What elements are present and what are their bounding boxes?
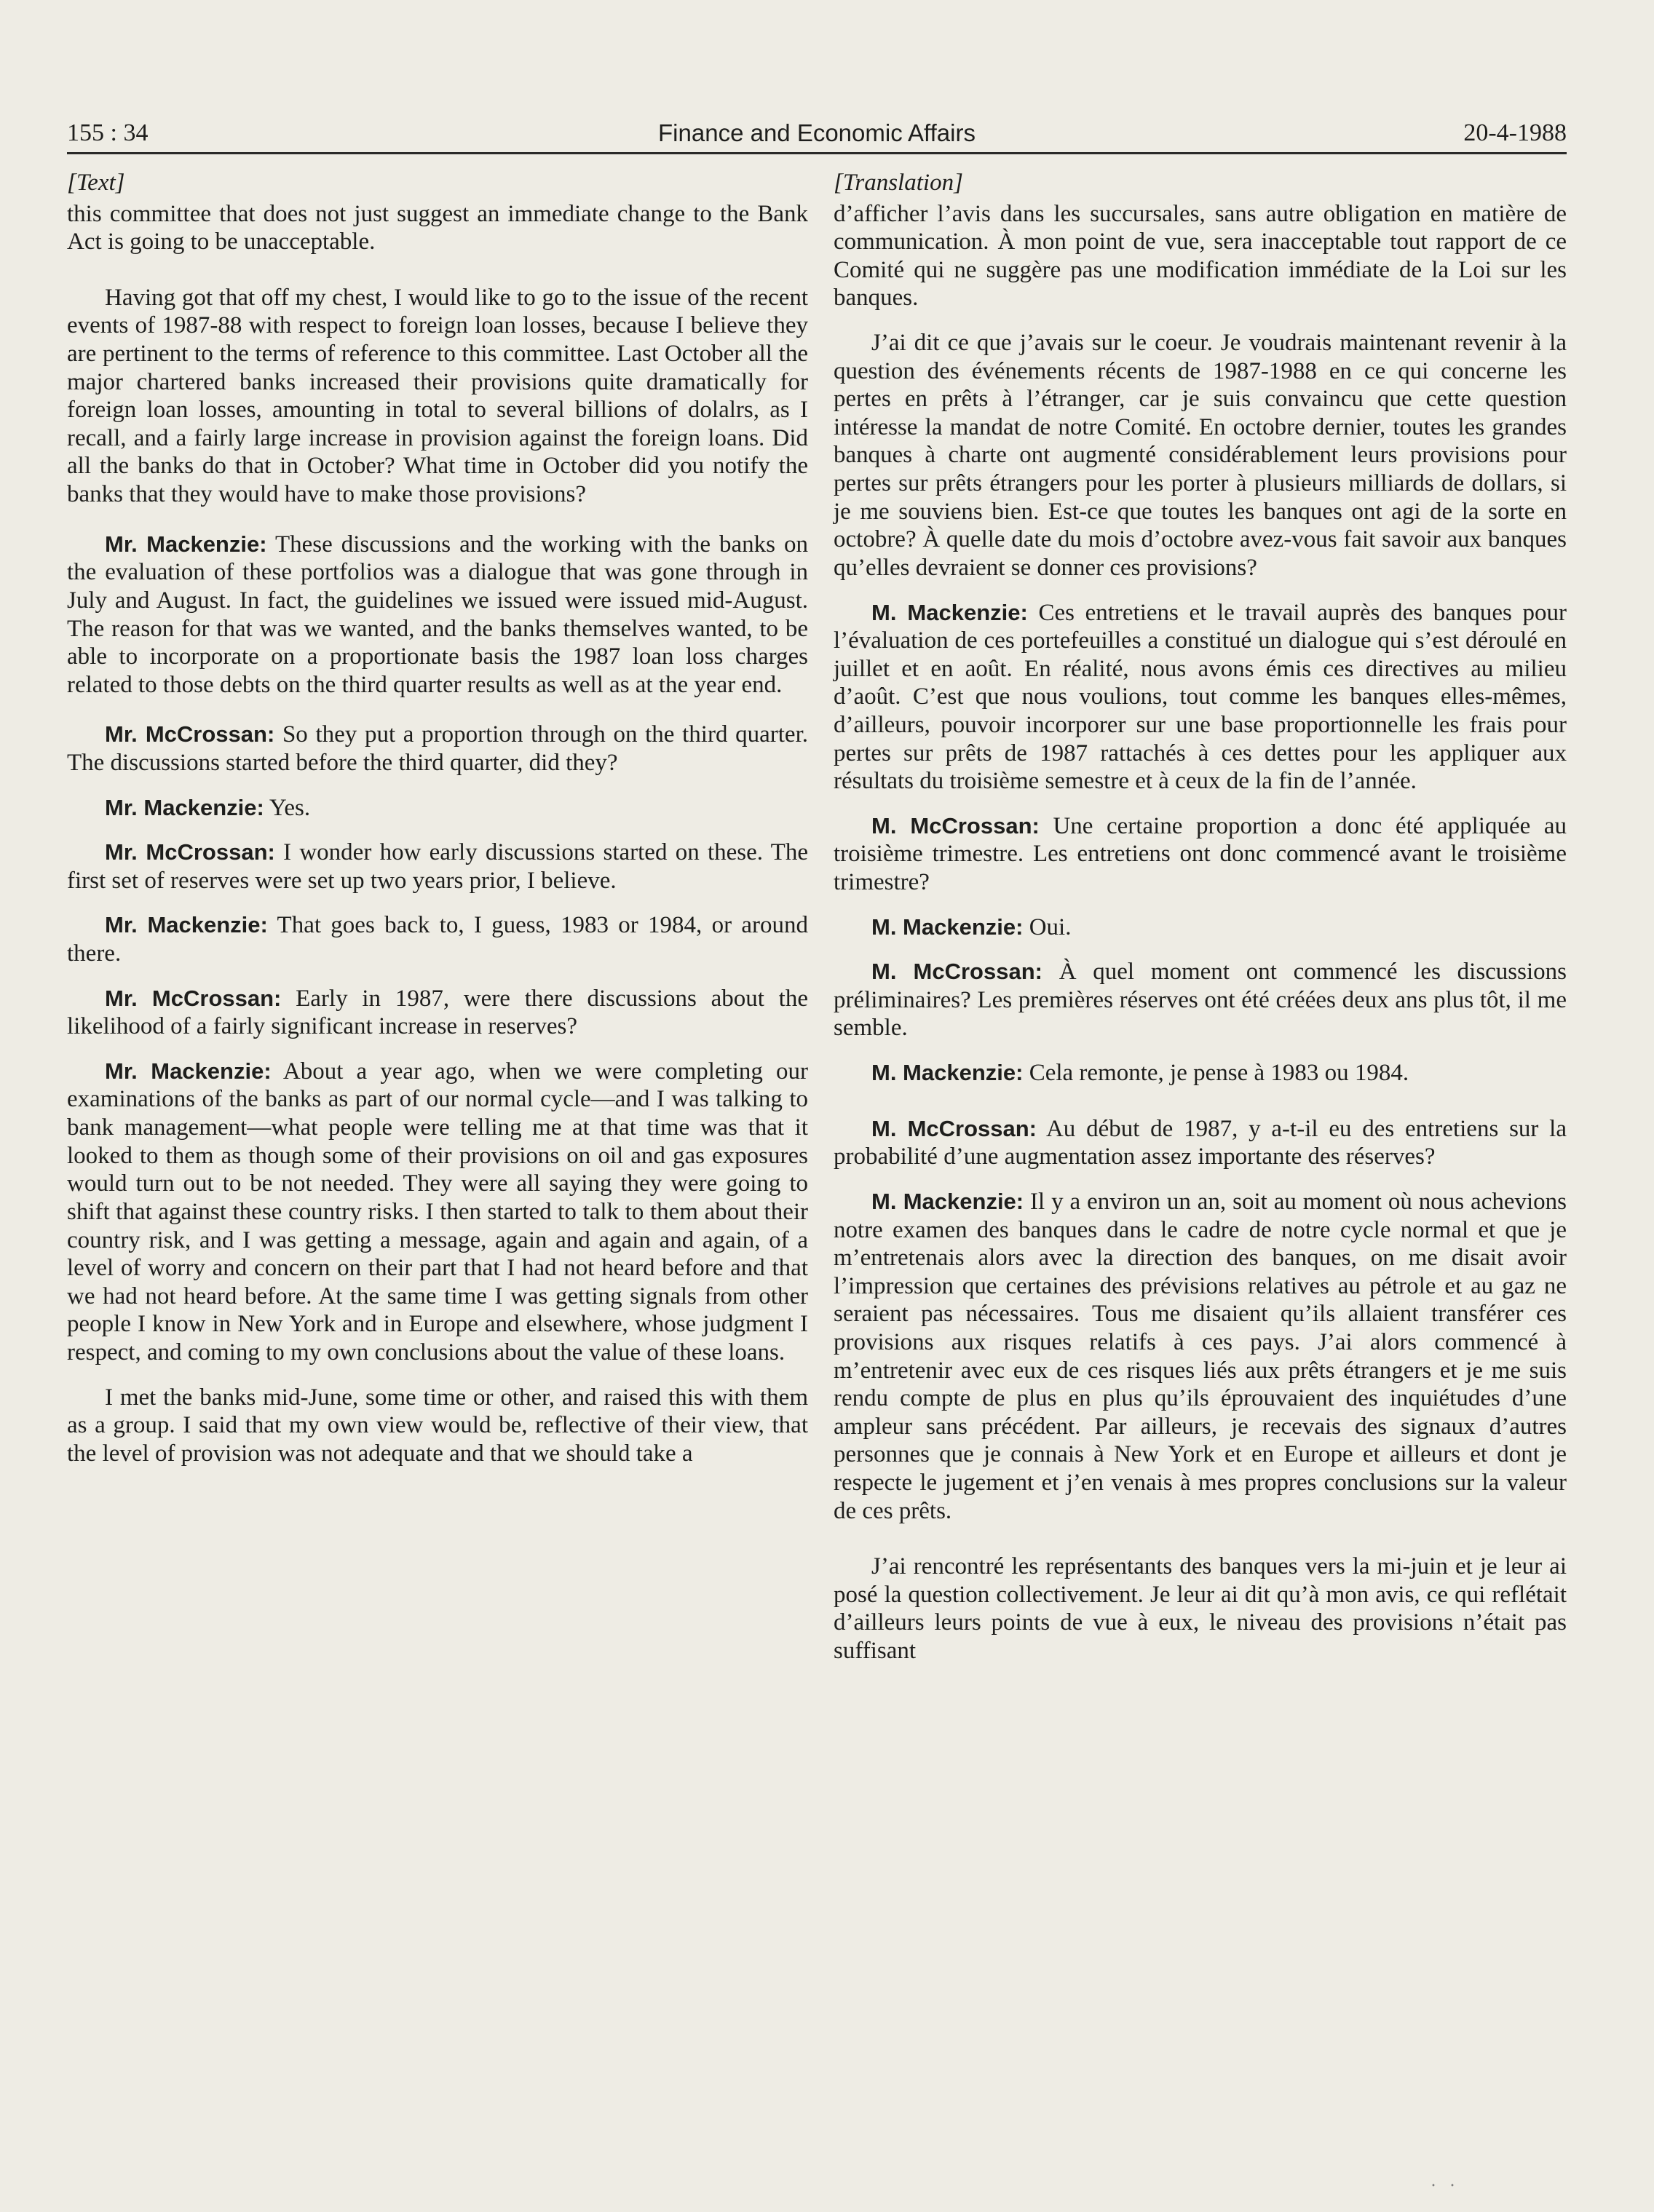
paragraph: [834, 1115, 1567, 1171]
header-rule: [67, 152, 1567, 154]
speaker-name: Mr. McCrossan:: [105, 721, 275, 748]
column-tag: [Translation]: [834, 170, 963, 196]
page-header: [67, 113, 1567, 154]
speech-text: Ces entretiens et le travail auprès des banques pour l’évaluation de ces portefeuilles a constitué un dialogue qui s’est déroulé en juillet et en août. En réalité, nous avons émis ces directives au milieu d’août. C’est que nous voulions, tout comme les banques elles-mêmes, d’ailleurs, pouvoir incorporer sur une base proportionnelle les frais pour pertes sur prêts de 1987 rattachés à ces dettes pour les appliquer aux résultats du troisième semestre et à ceux de la fin de l’année.: [834, 599, 1567, 795]
paragraph: [67, 911, 808, 967]
speech-text: Oui.: [1023, 913, 1072, 940]
paragraph: Having got that off my chest, I would like to go to the issue of the recent events of 1987-88 with respect to foreign loan losses, because I believe they are pertinent to the terms of reference to this committee. Last October all the major chartered banks increased their provisions quite dramatically for foreign loan losses, amounting in total to several billions of dolalrs, as I recall, and a fairly large increase in provision against the foreign loans. Did all the banks do that in October? What time in October did you notify the banks that they would have to make those provisions?: [67, 284, 808, 508]
speech-text: Au début de 1987, y a-t-il eu des entretiens sur la probabilité d’une augmentation assez importante des réserves?: [834, 1115, 1567, 1170]
paragraph: [67, 1058, 808, 1367]
page-date: 20-4-1988: [1463, 119, 1567, 146]
paragraph: [67, 794, 808, 822]
publication-title: Finance and Economic Affairs: [658, 119, 976, 146]
paragraph: [834, 1188, 1567, 1525]
speech-text: These discussions and the working with the banks on the evaluation of these portfolios was a dialogue that was gone through in July and August. In fact, the guidelines we issued were issued mid-August. The reason for that was we wanted, and the banks themselves wanted, to be able to incorporate on a proportionate basis the 1987 loan loss charges related to those debts on the third quarter results as well as at the year end.: [67, 531, 808, 698]
speaker-name: M. McCrossan:: [871, 812, 1040, 839]
speaker-name: Mr. Mackenzie:: [105, 794, 264, 820]
speech-text: About a year ago, when we were completing our examinations of the banks as part of our normal cycle—and I was talking to bank management—what people were telling me at that time was that it looked to them as though some of their provisions on oil and gas exposures would turn out to be not needed. They were all saying they were going to shift that against these country risks. I then started to talk to them about their country risk, and I was getting a message, again and again and again, of a level of worry and concern on their part that I had not heard before and that we had not heard before. At the same time I was getting signals from other people I know in New York and in Europe and elsewhere, whose judgment I respect, and coming to my own conclusions about the value of these loans.: [67, 1058, 808, 1365]
paragraph: [834, 1059, 1567, 1087]
paragraph: I met the banks mid-June, some time or other, and raised this with them as a group. I said that my own view would be, reflective of their view, that the level of provision was not adequate and that we should take a: [67, 1384, 808, 1467]
speaker-name: Mr. Mackenzie:: [105, 1058, 272, 1084]
speaker-name: Mr. Mackenzie:: [105, 912, 268, 938]
page-reference: 155 : 34: [67, 119, 149, 146]
paragraph: [834, 958, 1567, 1042]
speaker-name: M. McCrossan:: [871, 1115, 1037, 1141]
paragraph: J’ai rencontré les représentants des banques vers la mi-juin et je leur ai posé la question collectivement. Je leur ai dit qu’à mon avis, ce qui reflétait d’ailleurs leurs points de vue à eux, le niveau des provisions n’était pas suffisant: [834, 1553, 1567, 1665]
paragraph: [67, 721, 808, 777]
speaker-name: M. Mackenzie:: [871, 1188, 1024, 1214]
column-tag: [Text]: [67, 170, 125, 196]
scan-mark: · ·: [1431, 2176, 1460, 2195]
english-column: [67, 169, 808, 1484]
speaker-name: M. Mackenzie:: [871, 599, 1028, 625]
paragraph: [67, 839, 808, 895]
speech-text: So they put a proportion through on the third quarter. The discussions started before the third quarter, did they?: [67, 721, 808, 776]
speech-text: Il y a environ un an, soit au moment où nous achevions notre examen des banques dans le cadre de notre cycle normal et que je m’entretenais alors avec la direction des banques, on me disait avoir l’impression que certaines des prévisions relatives au pétrole et au gaz ne seraient pas nécessaires. Tous me disaient qu’ils allaient transférer ces provisions aux risques relatifs à ces pays. J’ai alors commencé à m’entretenir avec eux de ces risques liés aux prêts étrangers et je me suis rendu compte de plus en plus qu’ils éprouvaient des inquiétudes d’une ampleur sans précédent. Par ailleurs, je recevais des signaux d’autres personnes que je connais à New York et en Europe et ailleurs et dont je respecte le jugement et j’en venais à mes propres conclusions sur la valeur de ces prêts.: [834, 1188, 1567, 1524]
paragraph: [67, 985, 808, 1041]
speech-text: That goes back to, I guess, 1983 or 1984, or around there.: [67, 912, 808, 967]
speaker-name: Mr. McCrossan:: [105, 985, 282, 1011]
speaker-name: M. Mackenzie:: [871, 1060, 1024, 1086]
speech-text: Une certaine proportion a donc été appliquée au troisième trimestre. Les entretiens ont donc commencé avant le troisième trimestre?: [834, 812, 1567, 896]
paragraph: J’ai dit ce que j’avais sur le coeur. Je voudrais maintenant revenir à la question des événements récents de 1987-1988 en ce qui concerne les pertes en prêts à l’étranger, car je suis convaincu que cette question intéresse la mandat de notre Comité. En octobre dernier, toutes les grandes banques à charte ont augmenté considérablement leurs provisions pour pertes sur prêts étrangers pour les porter à plusieurs milliards de dollars, si je me souviens bien. Est-ce que toutes les banques ont agi de la sorte en octobre? À quelle date du mois d’octobre avez-vous fait savoir aux banques qu’elles devraient se donner ces provisions?: [834, 330, 1567, 581]
speech-text: À quel moment ont commencé les discussions préliminaires? Les premières réserves ont été créées deux ans plus tôt, il me semble.: [834, 959, 1567, 1042]
speaker-name: M. Mackenzie:: [871, 913, 1024, 940]
speaker-name: Mr. McCrossan:: [105, 839, 275, 865]
speech-text: Cela remonte, je pense à 1983 ou 1984.: [1023, 1060, 1409, 1087]
speech-text: Yes.: [264, 794, 311, 821]
paragraph: [834, 599, 1567, 796]
speech-text: I wonder how early discussions started on these. The first set of reserves were set up two years prior, I believe.: [67, 839, 808, 894]
paragraph: d’afficher l’avis dans les succursales, sans autre obligation en matière de communication. À mon point de vue, sera inacceptable tout rapport de ce Comité qui ne suggère pas une modification immédiate de la Loi sur les banques.: [834, 200, 1567, 312]
paragraph: this committee that does not just suggest an immediate change to the Bank Act is going to be unacceptable.: [67, 200, 808, 255]
french-column: [834, 169, 1567, 1682]
paragraph: [67, 531, 808, 699]
speaker-name: M. McCrossan:: [871, 959, 1042, 985]
paragraph: [834, 913, 1567, 942]
paragraph: [834, 812, 1567, 897]
speaker-name: Mr. Mackenzie:: [105, 531, 267, 557]
speech-text: Early in 1987, were there discussions about the likelihood of a fairly significant increase in reserves?: [67, 985, 808, 1040]
